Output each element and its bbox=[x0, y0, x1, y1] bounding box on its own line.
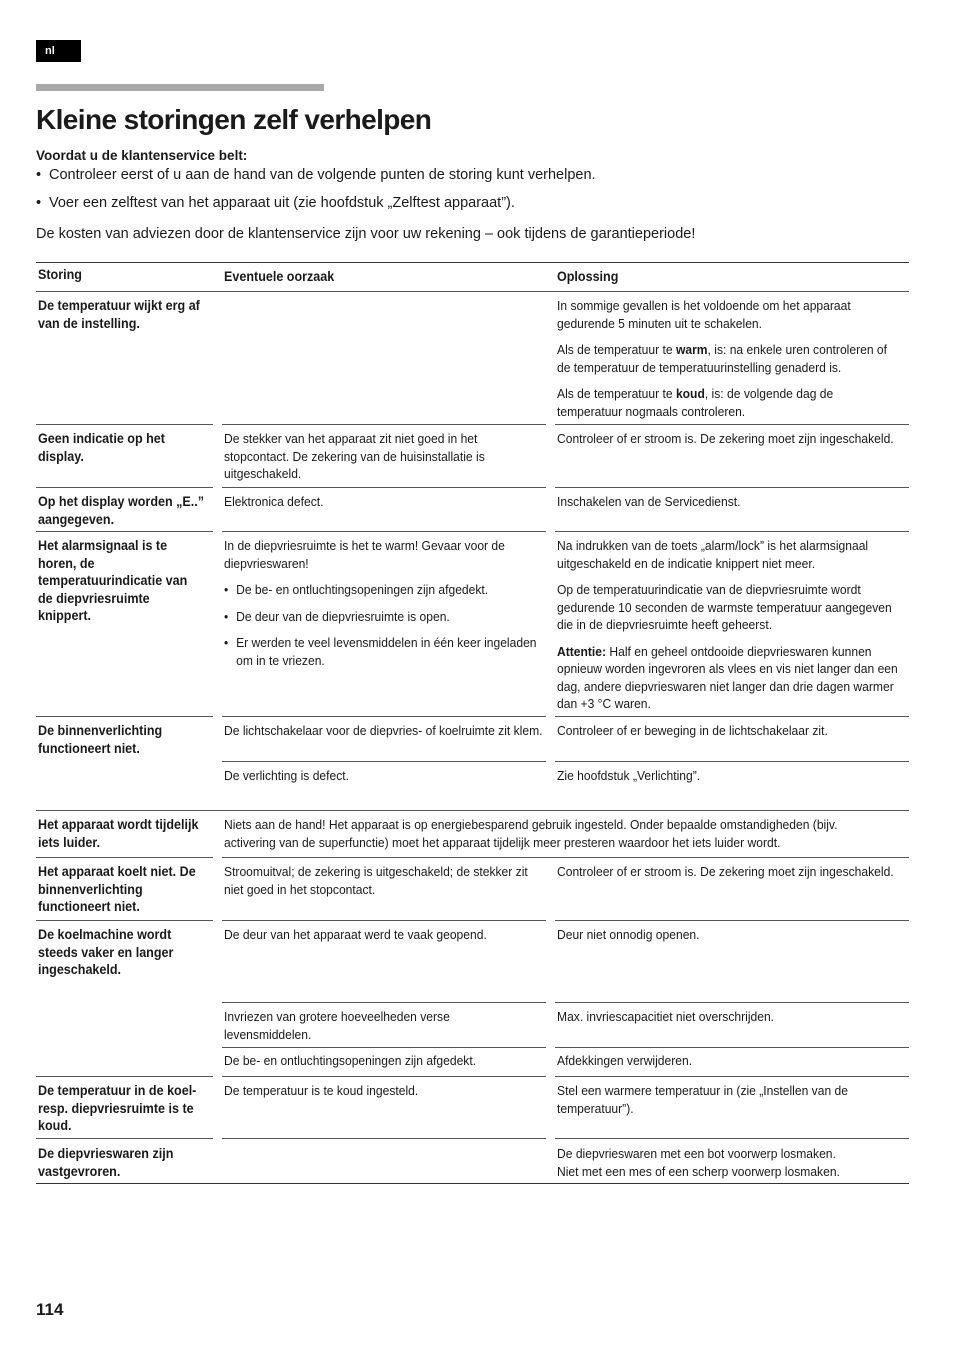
storing-cell: De temperatuur in de koel- resp. diepvriesruimte is te koud. bbox=[38, 1083, 197, 1133]
oplossing-cell: Deur niet onnodig openen. bbox=[557, 927, 700, 942]
oplossing-cell: Na indrukken van de toets „alarm/lock” is het alarmsignaal uitgeschakeld en de indicatie knippert niet meer. Op de temperatuurindicatie van de diepvriesruimte wordt gedurende 10 seconden de warmste temperatuur aangegeven die in de diepvriesruimte heeft geheerst. Attentie: Half en geheel ontdooide diepvrieswaren kunnen opnieuw worden ingevroren als vlees en vis niet langer dan een dag, andere diepvrieswaren niet langer dan drie dagen warmer dan +3 °C waren. bbox=[557, 538, 898, 711]
list-item: • De be- en ontluchtingsopeningen zijn afgedekt. bbox=[224, 581, 540, 599]
oplossing-cell: Controleer of er stroom is. De zekering moet zijn ingeschakeld. bbox=[557, 431, 894, 446]
row-rule bbox=[36, 716, 213, 717]
row-rule bbox=[555, 1138, 909, 1139]
table-top-rule bbox=[36, 262, 909, 263]
row-rule bbox=[222, 761, 546, 762]
row-rule bbox=[555, 761, 909, 762]
row-rule bbox=[222, 487, 546, 488]
header-rule bbox=[36, 291, 909, 292]
intro-bullet: • Voer een zelftest van het apparaat uit (zie hoofdstuk „Zelftest apparaat”). bbox=[36, 194, 916, 213]
row-rule bbox=[555, 1047, 909, 1048]
storing-cell: De temperatuur wijkt erg af van de instelling. bbox=[38, 298, 200, 331]
row-rule bbox=[555, 1076, 909, 1077]
header-oorzaak: Eventuele oorzaak bbox=[224, 269, 335, 284]
oplossing-cell: In sommige gevallen is het voldoende om het apparaat gedurende 5 minuten uit te schakelen. Als de temperatuur te warm, is: na enkele uren controleren of de temperatuur de temperatuurinstelling genaderd is. Als de temperatuur te koud, is: de volgende dag de temperatuur nogmaals controleren. bbox=[557, 298, 887, 419]
storing-cell: De diepvrieswaren zijn vastgevroren. bbox=[38, 1146, 174, 1179]
row-rule bbox=[222, 1138, 546, 1139]
oplossing-cell: Zie hoofdstuk „Verlichting”. bbox=[557, 768, 701, 783]
oorzaak-cell: De lichtschakelaar voor de diepvries- of koelruimte zit klem. bbox=[224, 723, 543, 738]
row-rule bbox=[222, 1076, 546, 1077]
row-rule bbox=[36, 920, 213, 921]
row-rule bbox=[555, 531, 909, 532]
list-item: • Er werden te veel levensmiddelen in één keer ingeladen om in te vriezen. bbox=[224, 634, 540, 669]
oplossing-cell: Max. invriescapacitiet niet overschrijden. bbox=[557, 1009, 775, 1024]
row-rule bbox=[555, 716, 909, 717]
oorzaak-cell: De verlichting is defect. bbox=[224, 768, 349, 783]
storing-cell: Op het display worden „E..” aangegeven. bbox=[38, 494, 205, 527]
storing-cell: Het apparaat wordt tijdelijk iets luider. bbox=[38, 817, 199, 850]
row-rule bbox=[555, 487, 909, 488]
row-rule bbox=[222, 531, 546, 532]
row-rule bbox=[36, 424, 213, 425]
row-rule bbox=[36, 1138, 213, 1139]
language-tab: nl bbox=[36, 40, 81, 62]
oorzaak-cell: Invriezen van grotere hoeveelheden verse levensmiddelen. bbox=[224, 1009, 450, 1042]
oorzaak-cell: In de diepvriesruimte is het te warm! Gevaar voor de diepvrieswaren! • De be- en ontluchtingsopeningen zijn afgedekt. • De deur van de diepvriesruimte is open. • Er werden te veel levensmiddelen in één keer ingeladen om in te vriezen. bbox=[224, 537, 540, 678]
oorzaak-cell: De temperatuur is te koud ingesteld. bbox=[224, 1083, 419, 1098]
row-rule bbox=[555, 1002, 909, 1003]
oplossing-cell: De diepvrieswaren met een bot voorwerp losmaken. Niet met een mes of een scherp voorwerp losmaken. bbox=[557, 1146, 840, 1179]
intro bbox=[36, 148, 916, 244]
header-oplossing: Oplossing bbox=[557, 269, 619, 284]
storing-cell: De binnenverlichting functioneert niet. bbox=[38, 723, 163, 756]
intro-note: De kosten van adviezen door de klantenservice zijn voor uw rekening – ook tijdens de garantieperiode! bbox=[36, 226, 696, 242]
oorzaak-cell: De be- en ontluchtingsopeningen zijn afgedekt. bbox=[224, 1053, 477, 1068]
row-rule bbox=[222, 1002, 546, 1003]
intro-bullet: • Controleer eerst of u aan de hand van de volgende punten de storing kunt verhelpen. bbox=[36, 166, 916, 185]
row-rule bbox=[36, 857, 213, 858]
row-rule bbox=[222, 424, 546, 425]
storing-cell: Geen indicatie op het display. bbox=[38, 431, 165, 464]
table-bottom-rule bbox=[36, 1183, 909, 1184]
page-title: Kleine storingen zelf verhelpen bbox=[36, 104, 432, 135]
oplossing-cell: Stel een warmere temperatuur in (zie „Instellen van de temperatuur”). bbox=[557, 1083, 848, 1116]
oplossing-cell: Inschakelen van de Servicedienst. bbox=[557, 494, 741, 509]
row-rule bbox=[222, 716, 546, 717]
oplossing-cell: Afdekkingen verwijderen. bbox=[557, 1053, 693, 1068]
oorzaak-cell: Stroomuitval; de zekering is uitgeschakeld; de stekker zit niet goed in het stopcontact. bbox=[224, 864, 528, 897]
row-rule bbox=[36, 1076, 213, 1077]
list-item: • De deur van de diepvriesruimte is open. bbox=[224, 608, 540, 626]
header-storing: Storing bbox=[38, 267, 82, 282]
row-rule bbox=[222, 1047, 546, 1048]
row-rule bbox=[36, 531, 213, 532]
storing-cell: De koelmachine wordt steeds vaker en langer ingeschakeld. bbox=[38, 927, 174, 977]
row-rule bbox=[222, 920, 546, 921]
storing-cell: Het alarmsignaal is te horen, de temperatuurindicatie van de diepvriesruimte knippert. bbox=[38, 538, 188, 623]
section-bar bbox=[36, 84, 324, 91]
row-rule bbox=[36, 487, 213, 488]
storing-cell: Het apparaat koelt niet. De binnenverlichting functioneert niet. bbox=[38, 864, 196, 914]
oplossing-cell: Controleer of er beweging in de lichtschakelaar zit. bbox=[557, 723, 828, 738]
oplossing-cell: Controleer of er stroom is. De zekering moet zijn ingeschakeld. bbox=[557, 864, 894, 879]
row-rule bbox=[555, 920, 909, 921]
oorzaak-cell: De deur van het apparaat werd te vaak geopend. bbox=[224, 927, 487, 942]
oorzaak-cell: Niets aan de hand! Het apparaat is op energiebesparend gebruik ingesteld. Onder bepaalde omstandigheden (bijv. activering van de superfunctie) moet het apparaat tijdelijk meer presteren waardoor het iets luider wordt. bbox=[224, 817, 838, 850]
intro-lead: Voordat u de klantenservice belt: bbox=[36, 148, 248, 163]
row-rule bbox=[555, 424, 909, 425]
page-number: 114 bbox=[36, 1300, 64, 1319]
row-rule bbox=[36, 810, 909, 811]
row-rule bbox=[222, 857, 909, 858]
oorzaak-cell: Elektronica defect. bbox=[224, 494, 324, 509]
oorzaak-cell: De stekker van het apparaat zit niet goed in het stopcontact. De zekering van de huisinstallatie is uitgeschakeld. bbox=[224, 431, 485, 481]
